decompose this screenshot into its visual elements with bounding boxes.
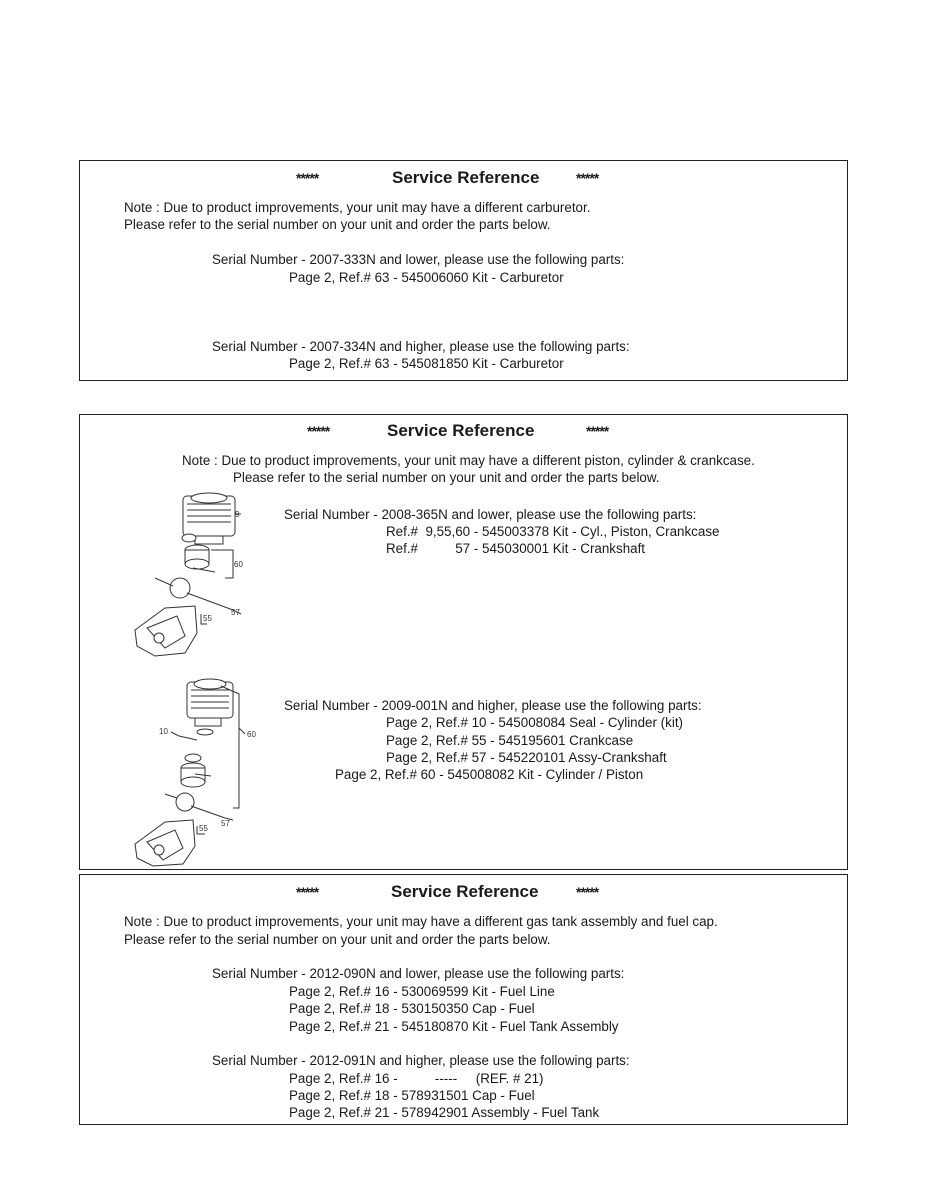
part-line: Page 2, Ref.# 63 - 545081850 Kit - Carburetor [289, 356, 564, 371]
serial-range: Serial Number - 2012-091N and higher, please use the following parts: [212, 1053, 630, 1068]
part-line: Page 2, Ref.# 10 - 545008084 Seal - Cylinder (kit) [386, 715, 683, 730]
part-line: Page 2, Ref.# 21 - 545180870 Kit - Fuel Tank Assembly [289, 1019, 619, 1034]
stars-right: ***** [576, 884, 599, 900]
serial-range: Serial Number - 2012-090N and lower, please use the following parts: [212, 966, 625, 981]
engine-parts-diagram-new [125, 676, 265, 871]
part-line: Ref.# 9,55,60 - 545003378 Kit - Cyl., Piston, Crankcase [386, 524, 720, 539]
note-line: Please refer to the serial number on your unit and order the parts below. [124, 932, 551, 947]
callout-10: 10 [159, 727, 168, 736]
part-line: Page 2, Ref.# 16 - 530069599 Kit - Fuel Line [289, 984, 555, 999]
callout-60: 60 [247, 730, 256, 739]
note-line: Note : Due to product improvements, your unit may have a different piston, cylinder & crankcase. [182, 453, 755, 468]
part-line: Page 2, Ref.# 57 - 545220101 Assy-Crankshaft [386, 750, 667, 765]
part-line: Page 2, Ref.# 18 - 530150350 Cap - Fuel [289, 1001, 535, 1016]
stars-left: ***** [296, 170, 319, 186]
callout-60: 60 [234, 560, 243, 569]
note-line: Please refer to the serial number on your unit and order the parts below. [233, 470, 660, 485]
stars-right: ***** [586, 423, 609, 439]
callout-57: 57 [221, 819, 230, 828]
note-line: Note : Due to product improvements, your unit may have a different carburetor. [124, 200, 591, 215]
part-line: Page 2, Ref.# 16 - ----- (REF. # 21) [289, 1071, 544, 1086]
callout-55: 55 [203, 614, 212, 623]
serial-range: Serial Number - 2008-365N and lower, please use the following parts: [284, 507, 697, 522]
callout-57: 57 [231, 608, 240, 617]
section-title: Service Reference [391, 882, 539, 901]
stars-left: ***** [296, 884, 319, 900]
stars-right: ***** [576, 170, 599, 186]
part-line: Ref.# 57 - 545030001 Kit - Crankshaft [386, 541, 646, 556]
section-title: Service Reference [387, 421, 535, 440]
callout-55: 55 [199, 824, 208, 833]
stars-left: ***** [307, 423, 330, 439]
part-line: Page 2, Ref.# 55 - 545195601 Crankcase [386, 733, 634, 748]
serial-range: Serial Number - 2007-333N and lower, please use the following parts: [212, 252, 625, 267]
part-line: Page 2, Ref.# 21 - 578942901 Assembly - Fuel Tank [289, 1105, 600, 1120]
part-line: Page 2, Ref.# 18 - 578931501 Cap - Fuel [289, 1088, 535, 1103]
engine-parts-diagram-old [125, 488, 255, 663]
serial-range: Serial Number - 2009-001N and higher, please use the following parts: [284, 698, 702, 713]
section-title: Service Reference [392, 168, 540, 187]
callout-9: 9 [235, 510, 240, 519]
note-line: Please refer to the serial number on your unit and order the parts below. [124, 217, 551, 232]
serial-range: Serial Number - 2007-334N and higher, please use the following parts: [212, 339, 630, 354]
part-line: Page 2, Ref.# 63 - 545006060 Kit - Carburetor [289, 270, 564, 285]
part-line: Page 2, Ref.# 60 - 545008082 Kit - Cylinder / Piston [335, 767, 644, 782]
note-line: Note : Due to product improvements, your unit may have a different gas tank assembly and fuel cap. [124, 914, 718, 929]
